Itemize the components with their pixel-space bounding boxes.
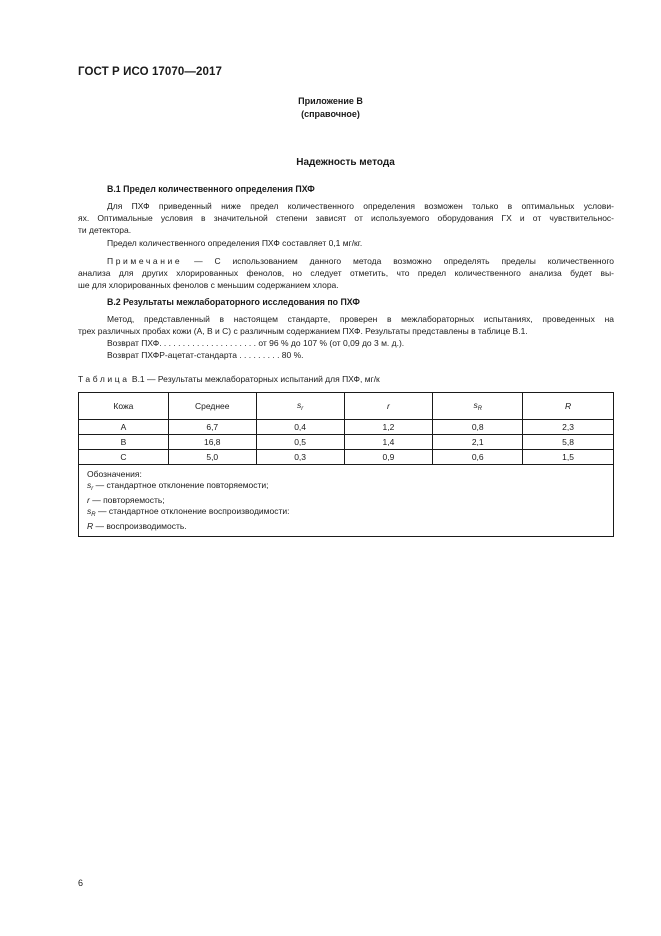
note-item: r — повторяемость; bbox=[87, 495, 165, 505]
annex-name: Приложение В bbox=[298, 96, 363, 106]
page-title: Надежность метода bbox=[296, 157, 395, 168]
cell-R: 5,8 bbox=[523, 435, 614, 450]
cell-r: 1,4 bbox=[344, 435, 433, 450]
note-line: анализа для других хлорированных фенолов, но следует отметить, что предел количественного анализа будет вы- bbox=[78, 268, 614, 278]
header-R: R bbox=[523, 393, 614, 420]
paragraph-line: Метод, представленный в настоящем стандарте, проверен в межлабораторных испытаниях, проведенных на bbox=[107, 314, 614, 324]
notes-title: Обозначения: bbox=[87, 469, 142, 479]
paragraph-line: ти детектора. bbox=[78, 225, 132, 235]
table-notes-row bbox=[79, 465, 614, 537]
cell-sr: 0,4 bbox=[256, 420, 344, 435]
header-sr: $s_r$ bbox=[256, 393, 344, 420]
table-caption-text: В.1 — Результаты межлабораторных испытаний для ПХФ, мг/к bbox=[131, 374, 380, 384]
paragraph-line: Для ПХФ приведенный ниже предел количественного определения возможен только в оптимальных услови- bbox=[107, 201, 614, 211]
table-notes bbox=[79, 465, 614, 537]
results-table bbox=[78, 392, 614, 537]
paragraph-line: Предел количественного определения ПХФ составляет 0,1 мг/кг. bbox=[107, 238, 363, 248]
cell-sR: 2,1 bbox=[433, 435, 523, 450]
cell-mean: 16,8 bbox=[168, 435, 256, 450]
table-caption-label: Таблица bbox=[78, 374, 130, 384]
standard-header: ГОСТ Р ИСО 17070—2017 bbox=[78, 66, 223, 78]
note-item: R — воспроизводимость. bbox=[87, 521, 187, 531]
cell-sR: 0,8 bbox=[433, 420, 523, 435]
cell-mean: 5,0 bbox=[168, 450, 256, 465]
note-text: — С использованием данного метода возможно определять пределы количественного bbox=[194, 256, 614, 266]
cell-skin: С bbox=[79, 450, 169, 465]
cell-mean: 6,7 bbox=[168, 420, 256, 435]
note-item: $s_r$ — стандартное отклонение повторяемости; bbox=[87, 480, 269, 492]
note-label: Примечание bbox=[107, 256, 183, 266]
header-skin: Кожа bbox=[79, 393, 169, 420]
header-r: r bbox=[344, 393, 433, 420]
cell-R: 1,5 bbox=[523, 450, 614, 465]
annex-status: (справочное) bbox=[301, 109, 360, 119]
header-mean: Среднее bbox=[168, 393, 256, 420]
table-row bbox=[79, 420, 614, 435]
section-heading-b2: В.2 Результаты межлабораторного исследования по ПХФ bbox=[107, 297, 360, 307]
paragraph-line: ях. Оптимальные условия в значительной степени зависят от используемого оборудования ГХ и от чувствительнос- bbox=[78, 213, 614, 223]
cell-sR: 0,6 bbox=[433, 450, 523, 465]
cell-R: 2,3 bbox=[523, 420, 614, 435]
note-item: $s_R$ — стандартное отклонение воспроизводимости: bbox=[87, 506, 290, 518]
table-row bbox=[79, 450, 614, 465]
cell-r: 1,2 bbox=[344, 420, 433, 435]
cell-sr: 0,3 bbox=[256, 450, 344, 465]
recovery-line: Возврат ПХФР-ацетат-стандарта . . . . . . . . . 80 %. bbox=[107, 350, 304, 360]
table-caption bbox=[78, 374, 380, 385]
cell-sr: 0,5 bbox=[256, 435, 344, 450]
paragraph-line: трех различных пробах кожи (А, В и С) с различным содержанием ПХФ. Результаты представлены в таблице В.1. bbox=[78, 326, 528, 336]
table-row bbox=[79, 435, 614, 450]
section-heading-b1: В.1 Предел количественного определения ПХФ bbox=[107, 184, 315, 194]
page-number: 6 bbox=[78, 878, 84, 888]
note-line: ше для хлорированных фенолов с меньшим содержанием хлора. bbox=[78, 280, 339, 290]
table-header-row bbox=[79, 393, 614, 420]
cell-skin: В bbox=[79, 435, 169, 450]
header-sR: $s_R$ bbox=[433, 393, 523, 420]
cell-skin: А bbox=[79, 420, 169, 435]
recovery-line: Возврат ПХФ. . . . . . . . . . . . . . . . . . . . . от 96 % до 107 % (от 0,09 до 3 м. д.). bbox=[107, 338, 405, 348]
cell-r: 0,9 bbox=[344, 450, 433, 465]
note-line bbox=[78, 256, 614, 267]
